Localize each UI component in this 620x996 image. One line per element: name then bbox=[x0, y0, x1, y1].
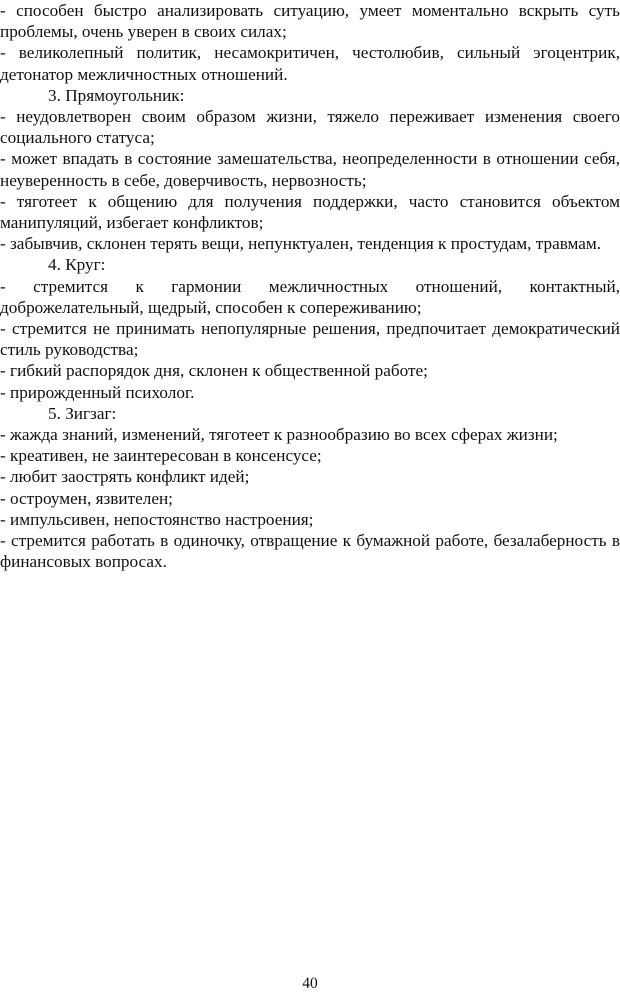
paragraph-item: - может впадать в состояние замешательства, неопределенности в отношении себя, неуверенность в себе, доверчивость, нервозность; bbox=[0, 149, 620, 190]
paragraph-item: - способен быстро анализировать ситуацию, умеет моментально вскрыть суть проблемы, очень уверен в своих силах; bbox=[0, 1, 620, 42]
paragraph-item: - стремится работать в одиночку, отвращение к бумажной работе, безалаберность в финансовых вопросах. bbox=[0, 531, 620, 572]
paragraph-item: - жажда знаний, изменений, тяготеет к разнообразию во всех сферах жизни; bbox=[0, 425, 558, 445]
paragraph-item: - креативен, не заинтересован в консенсусе; bbox=[0, 446, 322, 466]
section-heading: 4. Круг: bbox=[48, 255, 106, 275]
page-number: 40 bbox=[302, 975, 318, 992]
paragraph-item: - великолепный политик, несамокритичен, честолюбив, сильный эгоцентрик, детонатор межличностных отношений. bbox=[0, 43, 620, 84]
paragraph-item: - стремится не принимать непопулярные решения, предпочитает демократический стиль руководства; bbox=[0, 319, 620, 360]
paragraph-item: - неудовлетворен своим образом жизни, тяжело переживает изменения своего социального статуса; bbox=[0, 107, 620, 148]
paragraph-item: - гибкий распорядок дня, склонен к общественной работе; bbox=[0, 361, 428, 381]
section-heading: 5. Зигзаг: bbox=[48, 403, 117, 423]
paragraph-item: - прирожденный психолог. bbox=[0, 382, 195, 402]
paragraph-item: - импульсивен, непостоянство настроения; bbox=[0, 509, 314, 529]
paragraph-item: - стремится к гармонии межличностных отношений, контактный, доброжелательный, щедрый, способен к сопереживанию; bbox=[0, 276, 620, 317]
paragraph-item: - тяготеет к общению для получения поддержки, часто становится объектом манипуляций, избегает конфликтов; bbox=[0, 191, 620, 233]
paragraph-item: - любит заострять конфликт идей; bbox=[0, 467, 250, 487]
paragraph-item: - забывчив, склонен терять вещи, непунктуален, тенденция к простудам, травмам. bbox=[0, 234, 602, 254]
section-heading: 3. Прямоугольник: bbox=[48, 85, 185, 105]
paragraph-item: - остроумен, язвителен; bbox=[0, 488, 173, 508]
